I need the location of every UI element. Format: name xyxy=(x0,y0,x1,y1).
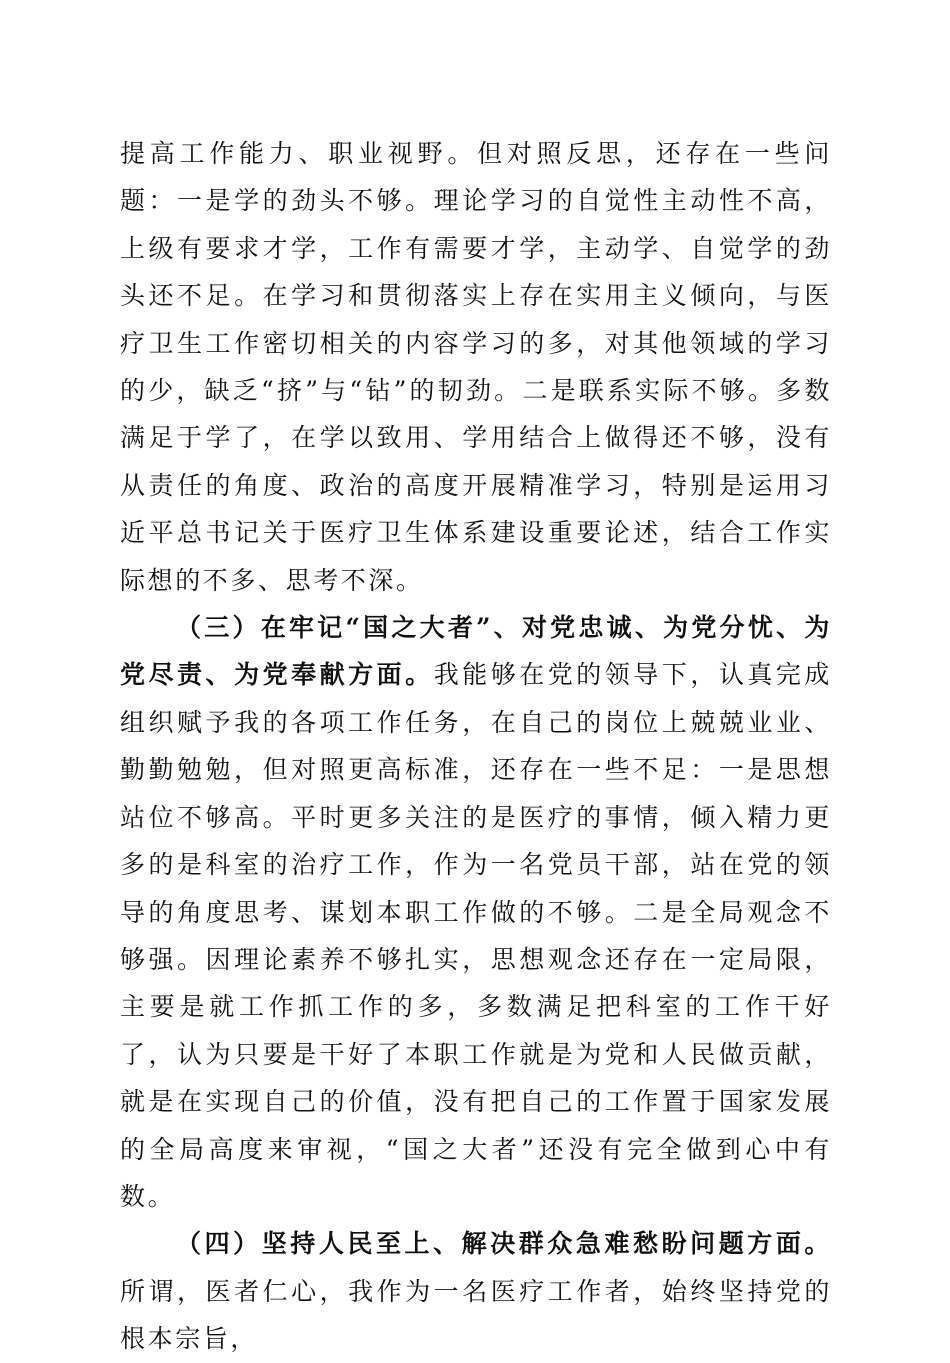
paragraph-3-text: 所谓，医者仁心，我作为一名医疗工作者，始终坚持党的根本宗旨， xyxy=(120,1276,832,1354)
section-3-heading: （三）在牢记“国之大者”、对党忠诚、为党分忧、为党尽责、为党奉献方面。 xyxy=(120,613,832,690)
document-body xyxy=(120,130,832,1363)
paragraph-3 xyxy=(120,1220,832,1362)
paragraph-1-text: 提高工作能力、职业视野。但对照反思，还存在一些问题：一是学的劲头不够。理论学习的自觉性主动性不高，上级有要求才学，工作有需要才学，主动学、自觉学的劲头还不足。在学习和贯彻落实上存在实用主义倾向，与医疗卫生工作密切相关的内容学习的多，对其他领域的学习的少，缺乏“挤”与“钻”的韧劲。二是联系实际不够。多数满足于学了，在学以致用、学用结合上做得还不够，没有从责任的角度、政治的高度开展精准学习，特别是运用习近平总书记关于医疗卫生体系建设重要论述，结合工作实际想的不多、思考不深。 xyxy=(120,139,832,595)
paragraph-1 xyxy=(120,130,832,604)
section-4-heading: （四）坚持人民至上、解决群众急难愁盼问题方面。 xyxy=(176,1229,832,1259)
paragraph-2-text: 我能够在党的领导下，认真完成组织赋予我的各项工作任务，在自己的岗位上兢兢业业、勤勤勉勉，但对照更高标准，还存在一些不足：一是思想站位不够高。平时更多关注的是医疗的事情，倾入精力更多的是科室的治疗工作，作为一名党员干部，站在党的领导的角度思考、谋划本职工作做的不够。二是全局观念不够强。因理论素养不够扎实，思想观念还存在一定局限，主要是就工作抓工作的多，多数满足把科室的工作干好了，认为只要是干好了本职工作就是为党和人民做贡献，就是在实现自己的价值，没有把自己的工作置于国家发展的全局高度来审视，“国之大者”还没有完全做到心中有数。 xyxy=(120,660,832,1211)
paragraph-2 xyxy=(120,604,832,1220)
